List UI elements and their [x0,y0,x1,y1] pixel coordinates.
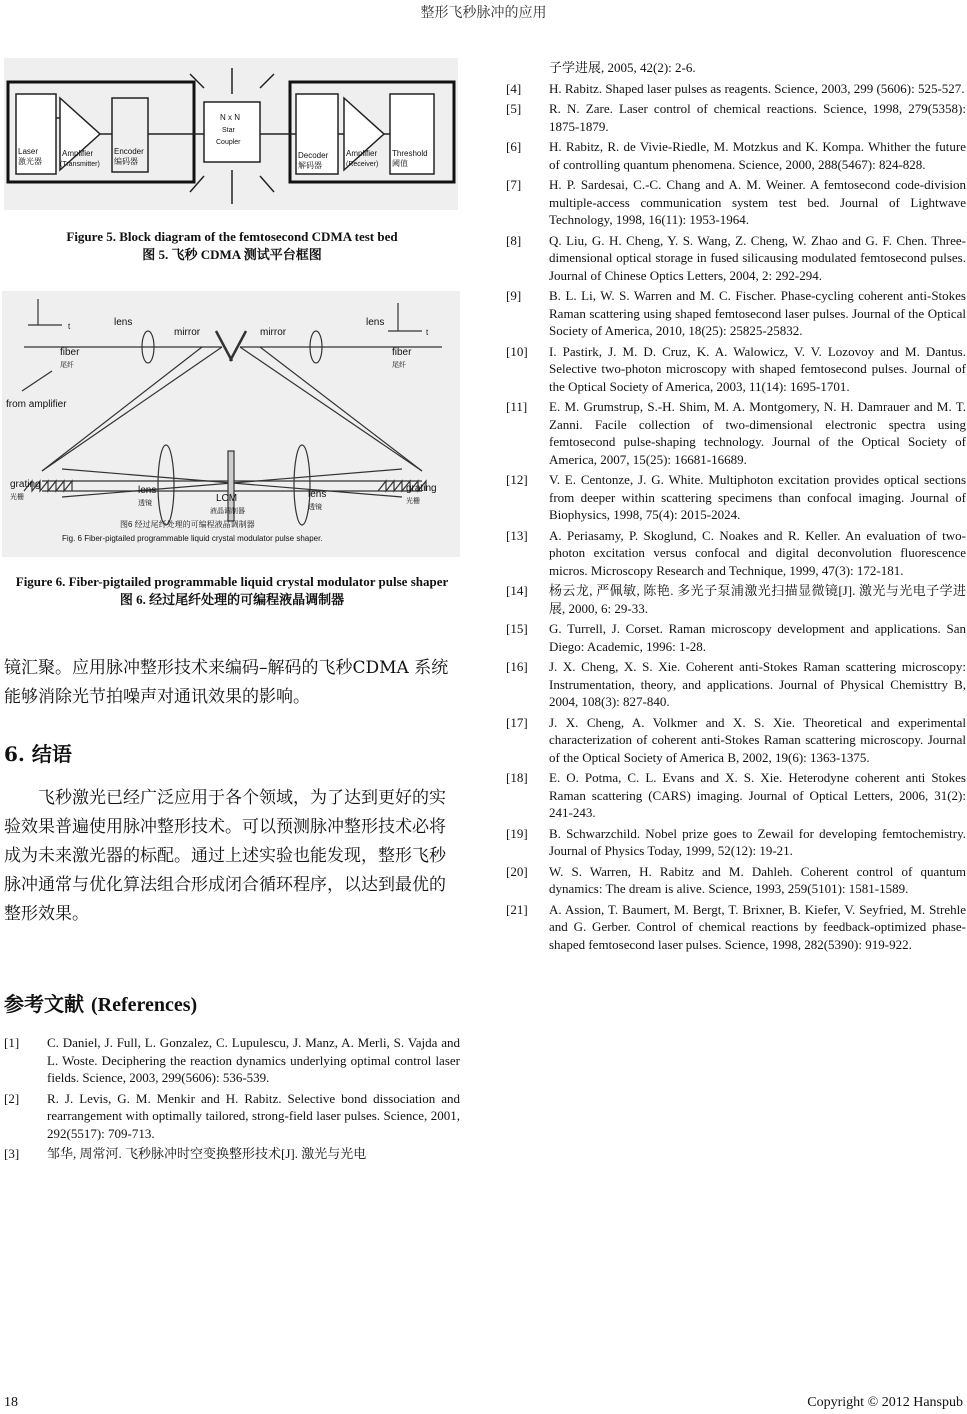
fig5-label-amp-rx: Amplifier [346,149,378,158]
reference-item [506,714,966,767]
fig6-label-lcm: LCM [216,493,238,504]
reference-number: [21] [506,901,528,917]
reference-item [4,1034,460,1087]
reference-text: B. L. Li, W. S. Warren and M. C. Fischer. Phase-cycling coherent anti-Stokes Raman scattering using shaped femtosecond laser pulses. Journal of the Optical Society of America, 2010, 18(25): 25825-25832. [549,288,966,338]
fig5-label-decoder: Decoder [298,151,329,160]
reference-item [506,398,966,468]
reference-item [506,343,966,396]
fig6-label-t-right: t [426,328,429,337]
figure-5-svg [4,58,458,210]
reference-text: E. O. Potma, C. L. Evans and X. S. Xie. Heterodyne coherent anti Stokes Raman scattering (CARS) imaging. Journal of Optical Letters, 2006, 31(2): 241-243. [549,770,966,820]
reference-number: [4] [506,80,522,96]
reference-item [506,80,966,98]
reference-text: H. P. Sardesai, C.-C. Chang and A. M. Weiner. A femtosecond code-division multiple-access communication system test bed. Journal of Lightwave Technology, 1998, 16(11): 1953-1964. [549,177,966,227]
reference-number: [20] [506,863,528,879]
copyright-notice: Copyright © 2012 Hanspub [807,1395,963,1410]
fig6-label-lens-bottom-right: lens [308,489,327,500]
references-heading-cn: 参考文献 [4,992,84,1016]
figure-6-pulse-shaper [2,291,460,557]
section-6-heading: 6. 结语 [4,742,72,766]
reference-number: [3] [4,1146,20,1161]
reference-text: B. Schwarzchild. Nobel prize goes to Zewail for developing femtochemistry. Journal of Physics Today, 1999, 52(12): 19-21. [549,825,966,858]
fig6-label-fiber-left: fiber [60,347,80,358]
reference-number: [19] [506,825,528,841]
running-title: 整形飞秒脉冲的应用 [420,6,547,21]
fig6-label-lens-right: lens [366,317,385,328]
reference-item [506,769,966,822]
fig5-label-star3: Coupler [216,139,241,146]
reference-item [506,232,966,285]
reference-item [506,138,966,173]
reference-text: E. M. Grumstrup, S.-H. Shim, M. A. Montgomery, N. H. Damrauer and M. T. Zanni. Facile collection of two-dimensional electronic spectra using femtosecond pulse-shaping technology. Journal of the Optical Society of America, 2007, 15(25): 16681-16689. [549,399,966,467]
reference-text: J. X. Cheng, X. S. Xie. Coherent anti-Stokes Raman scattering microscopy: Instrumentation, theory, and applications. Journal of Physical Chemisttry B, 2004, 108(3): 827-840. [549,659,966,709]
reference-number: [10] [506,343,528,359]
reference-number: [16] [506,659,528,674]
fig5-label-star1: N x N [220,113,240,122]
fig6-label-lens-bottom-right-cn: 透镜 [308,504,322,511]
fig6-label-fiber-right-cn: 尾纤 [392,362,406,369]
references-heading-en: (References) [90,994,198,1016]
page-number: 18 [4,1395,18,1410]
figure-5-caption-cn: 图 5. 飞秒 CDMA 测试平台框图 [142,247,322,262]
figure-6-caption-en: Figure 6. Fiber-pigtailed programmable liquid crystal modulator pulse shaper [15,574,449,589]
figure-6-caption-cn: 图 6. 经过尾纤处理的可编程液晶调制器 [119,592,345,607]
fig5-label-amp-tx: Amplifier [62,149,94,158]
fig5-label-laser: Laser [18,147,39,156]
reference-text: V. E. Centonze, J. G. White. Multiphoton excitation provides optical sections from deeper within scattering specimens than confocal imaging. Journal of Biophysics, 1998, 75(4): 2015-2024. [549,472,966,522]
fig6-inner-caption-cn: 图6 经过尾纤处理的可编程液晶调制器 [120,520,255,529]
reference-number: [1] [4,1035,20,1050]
figure-5-caption [4,228,460,264]
fig5-label-threshold-cn: 阈值 [392,159,408,168]
reference-number: [17] [506,714,528,730]
reference-item [506,527,966,580]
reference-item [506,863,966,898]
figure-6-caption [4,573,460,609]
fig5-label-amp-tx-sub: (Transmitter) [60,161,100,168]
fig6-label-lens-bottom-left: lens [138,485,157,496]
reference-item [506,287,966,340]
reference-number: [14] [506,583,528,598]
reference-number: [11] [506,399,528,414]
fig6-label-lens-bottom-left-cn: 透镜 [138,500,152,507]
fig6-label-lens-left: lens [114,317,133,328]
fig6-label-mirror-left: mirror [174,327,201,338]
reference-item [506,100,966,135]
reference-text: 杨云龙, 严佩敏, 陈艳. 多光子泵浦激光扫描显微镜[J]. 激光与光电子学进展, 2000, 6: 29-33. [549,583,966,616]
reference-item [506,59,966,77]
fig6-label-t-left: t [68,322,71,331]
reference-number: [12] [506,472,528,487]
reference-list-left [4,1034,460,1166]
fig5-label-threshold: Threshold [392,149,428,158]
fig6-label-grating-right: grating [406,483,437,494]
fig6-label-mirror-right: mirror [260,327,287,338]
reference-item [4,1090,460,1143]
figure-5-block-diagram [4,58,458,210]
reference-item [4,1145,460,1163]
reference-number: [8] [506,232,522,248]
reference-number: [5] [506,101,522,116]
fig6-label-fiber-right: fiber [392,347,412,358]
reference-item [506,620,966,655]
reference-text: 子学进展, 2005, 42(2): 2-6. [549,60,696,75]
reference-text: G. Turrell, J. Corset. Raman microscopy development and applications. San Diego: Academic, 1996: 1-28. [549,621,966,654]
body-paragraph-2: 飞秒激光已经广泛应用于各个领域，为了达到更好的实验效果普遍使用脉冲整形技术。可以预测脉冲整形技术必将成为未来激光器的标配。通过上述实验也能发现，整形飞秒脉冲通常与优化算法组合形成闭合循环程序，以达到最优的整形效果。 [4,788,446,924]
reference-number: [18] [506,770,528,785]
figure-6-svg [2,291,460,557]
fig6-label-grating-left-cn: 光栅 [10,494,24,501]
reference-number: [9] [506,288,522,303]
reference-number: [2] [4,1090,20,1106]
fig5-label-encoder: Encoder [114,147,144,156]
fig5-label-star2: Star [222,127,235,134]
body-paragraph-1: 镜汇聚。应用脉冲整形技术来编码–解码的飞秒CDMA 系统能够消除光节拍噪声对通讯效果的影响。 [4,658,449,707]
fig6-inner-caption-en: Fig. 6 Fiber-pigtailed programmable liquid crystal modulator pulse shaper. [62,534,323,543]
reference-text: A. Periasamy, P. Skoglund, C. Noakes and R. Keller. An evaluation of two-photon excitation versus confocal and digital deconvolution fluorescence micros. Microscopy Research and Technique, 1999, 47(3): 172-181. [549,527,966,578]
reference-text: H. Rabitz, R. de Vivie-Riedle, M. Motzkus and K. Kompa. Whither the future of controlling quantum phenomena. Science, 2000, 288(5467): 824-828. [549,139,966,172]
reference-item [506,471,966,524]
reference-text: 邹华, 周常河. 飞秒脉冲时空变换整形技术[J]. 激光与光电 [47,1146,367,1161]
fig5-label-amp-rx-sub: (Receiver) [346,161,379,168]
reference-text: I. Pastirk, J. M. D. Cruz, K. A. Walowicz, V. V. Lozovoy and M. Dantus. Selective two-photon microscopy with shaped femtosecond pulses. Journal of the Optical Society of America, 2003, 11(14): 1695-1701. [549,343,966,394]
reference-text: C. Daniel, J. Full, L. Gonzalez, C. Lupulescu, J. Manz, A. Merli, S. Vajda and L. Woste. Deciphering the reaction dynamics underlying optimal control laser fields. Science, 2003, 299(5606): 536-539. [47,1035,460,1085]
reference-text: Q. Liu, G. H. Cheng, Y. S. Wang, Z. Cheng, W. Zhao and G. F. Chen. Three-dimensional optical storage in fused silicausing modulated femtosecond pulses. Journal of Chinese Optics Letters, 2004, 2: 292-294. [549,232,966,283]
reference-text: H. Rabitz. Shaped laser pulses as reagents. Science, 2003, 299 (5606): 525-527. [549,80,965,96]
references-heading [4,988,197,1017]
reference-number: [6] [506,139,522,154]
reference-item [506,176,966,229]
fig5-label-encoder-cn: 编码器 [114,157,138,166]
reference-text: R. N. Zare. Laser control of chemical reactions. Science, 1998, 279(5358): 1875-1879. [549,101,966,134]
reference-number: [15] [506,621,528,636]
reference-item [506,582,966,617]
fig6-label-from-amplifier: from amplifier [6,399,67,410]
figure-5-caption-en: Figure 5. Block diagram of the femtosecond CDMA test bed [66,229,398,244]
fig6-label-grating-left: grating [10,479,41,490]
reference-list-right [506,59,966,956]
fig6-label-lcm-cn: 液晶调制器 [210,508,245,515]
reference-number: [13] [506,527,528,543]
reference-number: [7] [506,177,522,192]
fig6-label-fiber-left-cn: 尾纤 [60,362,74,369]
fig5-label-laser-cn: 激光器 [18,157,42,166]
fig5-label-decoder-cn: 解码器 [298,161,322,170]
reference-text: J. X. Cheng, A. Volkmer and X. S. Xie. Theoretical and experimental characterization of coherent anti-Stokes Raman scattering microscopy. Journal of the Optical Society of America B, 2002, 19(6): 1363-1375. [549,714,966,765]
reference-text: A. Assion, T. Baumert, M. Bergt, T. Brixner, B. Kiefer, V. Seyfried, M. Strehle and G. Gerber. Control of chemical reactions by feedback-optimized phase-shaped femtosecond laser pulses. Science, 1998, 282(5390): 919-922. [549,901,966,952]
reference-item [506,658,966,711]
reference-item [506,901,966,954]
reference-item [506,825,966,860]
fig6-label-grating-right-cn: 光栅 [406,498,420,505]
reference-text: R. J. Levis, G. M. Menkir and H. Rabitz. Selective bond dissociation and rearrangement with optimally tailored, strong-field laser pulses. Science, 2001, 292(5517): 709-713. [47,1090,460,1141]
reference-text: W. S. Warren, H. Rabitz and M. Dahleh. Coherent control of quantum dynamics: The dream is alive. Science, 1993, 259(5101): 1581-1589. [549,863,966,896]
